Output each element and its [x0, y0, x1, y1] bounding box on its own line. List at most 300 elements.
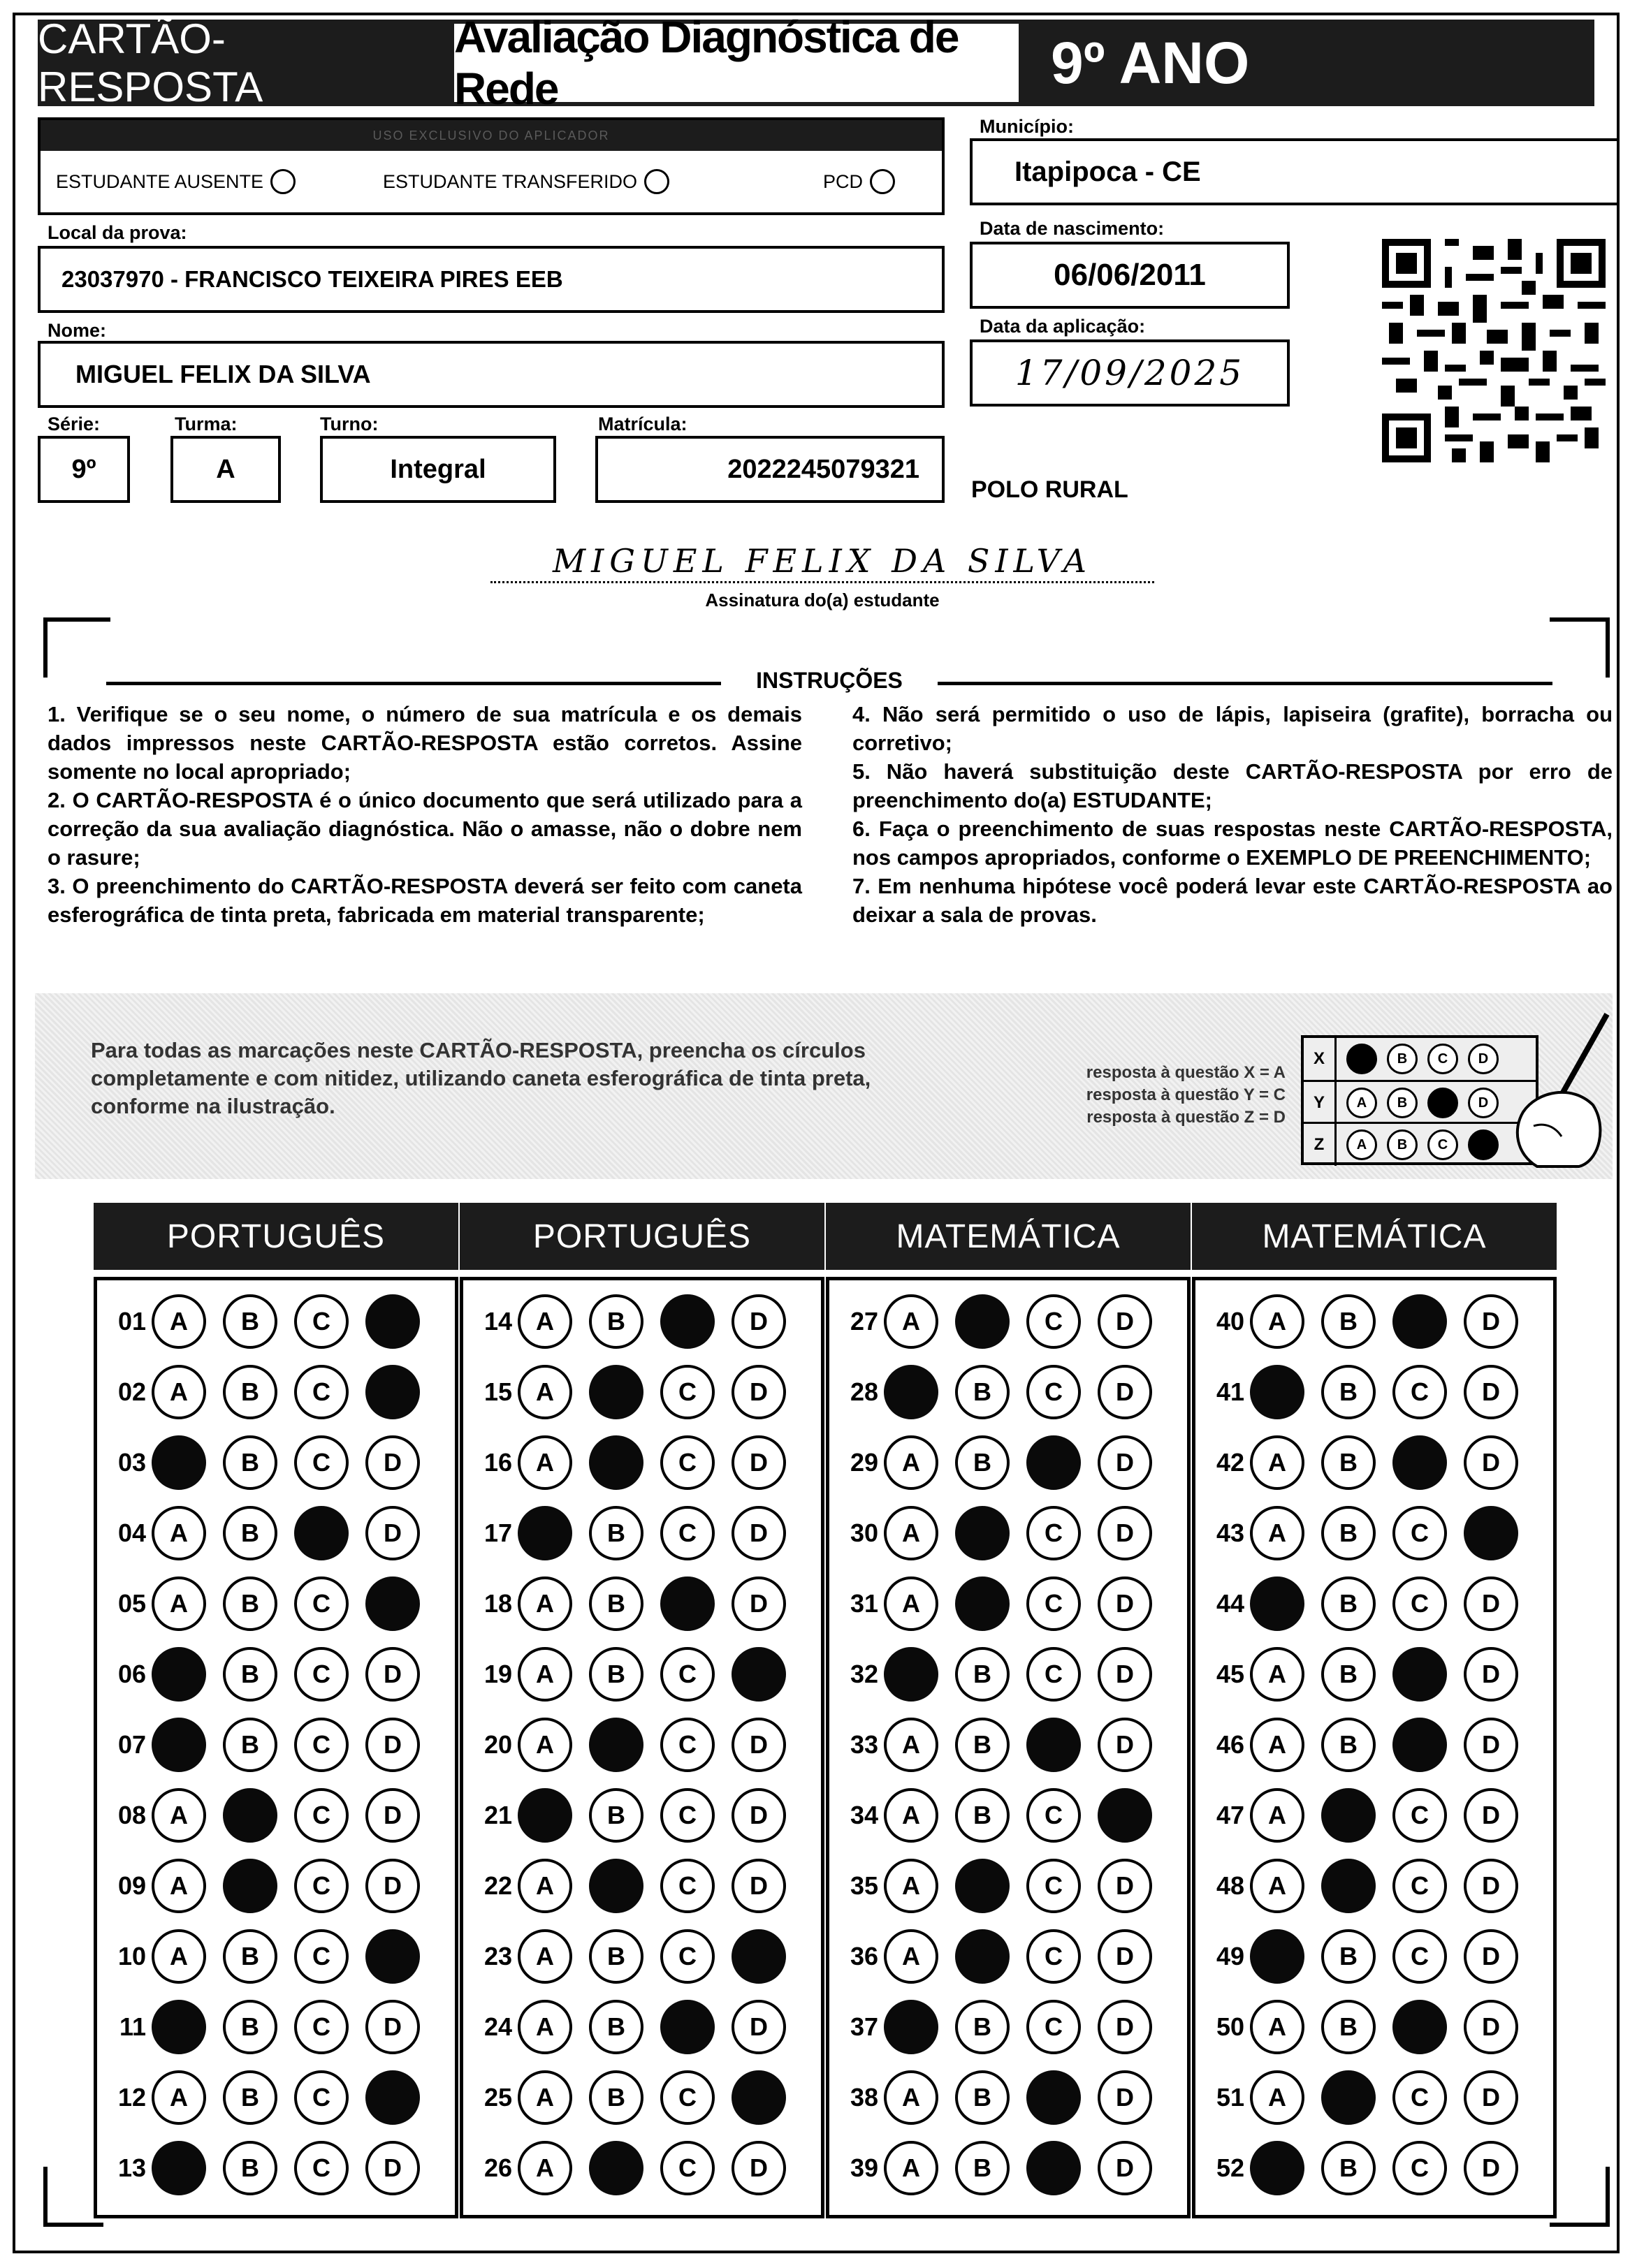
- question-row-37: [839, 1996, 1152, 2058]
- answer-bubble-16-c[interactable]: C: [660, 1435, 715, 1490]
- answer-bubble-02-c[interactable]: C: [294, 1365, 349, 1419]
- answer-bubble-18-b[interactable]: B: [589, 1576, 643, 1631]
- answer-bubble-23-d[interactable]: [732, 1929, 786, 1984]
- answer-bubble-17-a[interactable]: [518, 1506, 572, 1560]
- answer-bubble-28-c[interactable]: C: [1026, 1365, 1081, 1419]
- question-row-40: [1205, 1290, 1518, 1353]
- aplicacao-label: Data da aplicação:: [980, 316, 1146, 337]
- question-row-15: [473, 1361, 786, 1424]
- question-row-09: [107, 1854, 420, 1917]
- answer-bubble-51-a[interactable]: A: [1250, 2070, 1304, 2125]
- answer-bubble-06-b[interactable]: B: [223, 1647, 277, 1702]
- turma-label: Turma:: [175, 414, 238, 434]
- answer-bubble-01-a[interactable]: A: [152, 1294, 206, 1349]
- answer-bubble-25-c[interactable]: C: [660, 2070, 715, 2125]
- answer-bubble-21-d[interactable]: D: [732, 1788, 786, 1843]
- answer-bubble-47-c[interactable]: C: [1392, 1788, 1447, 1843]
- answer-bubble-36-d[interactable]: D: [1098, 1929, 1152, 1984]
- example-legend-z: resposta à questão Z = D: [1086, 1108, 1286, 1127]
- instruction-1: 1. Verifique se o seu nome, o número de sua matrícula e os demais dados impressos neste CARTÃO-RESPOSTA estão corretos. Assine somente no local apropriado;: [48, 702, 802, 784]
- answer-bubble-48-b[interactable]: [1321, 1859, 1376, 1913]
- answer-bubble-38-c[interactable]: [1026, 2070, 1081, 2125]
- answer-bubble-44-d[interactable]: D: [1464, 1576, 1518, 1631]
- answer-bubble-36-c[interactable]: C: [1026, 1929, 1081, 1984]
- answer-bubble-25-b[interactable]: B: [589, 2070, 643, 2125]
- answer-bubble-21-a[interactable]: [518, 1788, 572, 1843]
- answer-bubble-22-d[interactable]: D: [732, 1859, 786, 1913]
- answer-bubble-11-b[interactable]: B: [223, 2000, 277, 2054]
- answer-bubble-41-a[interactable]: [1250, 1365, 1304, 1419]
- polo-text: POLO RURAL: [971, 476, 1128, 503]
- answer-bubble-37-c[interactable]: C: [1026, 2000, 1081, 2054]
- question-row-01: [107, 1290, 420, 1353]
- question-row-46: [1205, 1713, 1518, 1776]
- absent-checkbox[interactable]: [270, 169, 296, 194]
- answer-bubble-47-a[interactable]: A: [1250, 1788, 1304, 1843]
- question-row-47: [1205, 1784, 1518, 1847]
- answer-bubble-30-c[interactable]: C: [1026, 1506, 1081, 1560]
- answer-bubble-47-b[interactable]: [1321, 1788, 1376, 1843]
- answer-bubble-52-c[interactable]: C: [1392, 2141, 1447, 2195]
- question-number: 22: [483, 1871, 512, 1900]
- answer-bubble-06-c[interactable]: C: [294, 1647, 349, 1702]
- answer-bubble-11-c[interactable]: C: [294, 2000, 349, 2054]
- question-number: 23: [483, 1942, 512, 1970]
- frame-corner-bottom-left: [43, 2167, 103, 2227]
- answer-bubble-07-b[interactable]: B: [223, 1718, 277, 1772]
- answer-bubble-27-c[interactable]: C: [1026, 1294, 1081, 1349]
- answer-bubble-50-a[interactable]: A: [1250, 2000, 1304, 2054]
- answer-bubble-26-c[interactable]: C: [660, 2141, 715, 2195]
- absent-label: ESTUDANTE AUSENTE: [56, 170, 264, 192]
- question-number: 40: [1216, 1307, 1244, 1336]
- question-row-21: [473, 1784, 786, 1847]
- answer-bubble-17-d[interactable]: D: [732, 1506, 786, 1560]
- question-number: 32: [850, 1660, 878, 1688]
- answer-bubble-25-d[interactable]: [732, 2070, 786, 2125]
- answer-bubble-46-b[interactable]: B: [1321, 1718, 1376, 1772]
- answer-bubble-23-a[interactable]: A: [518, 1929, 572, 1984]
- answer-bubble-02-d[interactable]: [365, 1365, 420, 1419]
- answer-bubble-16-b[interactable]: [589, 1435, 643, 1490]
- answer-bubble-15-c[interactable]: C: [660, 1365, 715, 1419]
- question-number: 34: [850, 1801, 878, 1829]
- signature[interactable]: MIGUEL FELIX DA SILVA: [553, 542, 1092, 580]
- answer-bubble-40-d[interactable]: D: [1464, 1294, 1518, 1349]
- answer-bubble-20-b[interactable]: [589, 1718, 643, 1772]
- answer-bubble-38-a[interactable]: A: [884, 2070, 938, 2125]
- answer-bubble-05-a[interactable]: A: [152, 1576, 206, 1631]
- answer-bubble-15-d[interactable]: D: [732, 1365, 786, 1419]
- answer-bubble-28-a[interactable]: [884, 1365, 938, 1419]
- answer-bubble-20-a[interactable]: A: [518, 1718, 572, 1772]
- answer-bubble-14-c[interactable]: [660, 1294, 715, 1349]
- answer-bubble-17-b[interactable]: B: [589, 1506, 643, 1560]
- answer-bubble-18-c[interactable]: [660, 1576, 715, 1631]
- answer-bubble-39-d[interactable]: D: [1098, 2141, 1152, 2195]
- answer-bubble-18-a[interactable]: A: [518, 1576, 572, 1631]
- question-row-35: [839, 1854, 1152, 1917]
- example-bubble: B: [1387, 1129, 1418, 1160]
- answer-bubble-30-d[interactable]: D: [1098, 1506, 1152, 1560]
- answer-bubble-14-a[interactable]: A: [518, 1294, 572, 1349]
- answer-bubble-14-d[interactable]: D: [732, 1294, 786, 1349]
- answer-bubble-33-c[interactable]: [1026, 1718, 1081, 1772]
- answer-bubble-14-b[interactable]: B: [589, 1294, 643, 1349]
- answer-bubble-52-a[interactable]: [1250, 2141, 1304, 2195]
- answer-bubble-48-a[interactable]: A: [1250, 1859, 1304, 1913]
- answer-bubble-07-a[interactable]: [152, 1718, 206, 1772]
- question-row-08: [107, 1784, 420, 1847]
- answer-bubble-05-c[interactable]: C: [294, 1576, 349, 1631]
- answer-bubble-09-d[interactable]: D: [365, 1859, 420, 1913]
- answer-bubble-32-a[interactable]: [884, 1647, 938, 1702]
- answer-bubble-43-d[interactable]: [1464, 1506, 1518, 1560]
- answer-bubble-05-b[interactable]: B: [223, 1576, 277, 1631]
- answer-bubble-27-b[interactable]: [955, 1294, 1010, 1349]
- answer-bubble-23-b[interactable]: B: [589, 1929, 643, 1984]
- answer-bubble-46-d[interactable]: D: [1464, 1718, 1518, 1772]
- answer-bubble-23-c[interactable]: C: [660, 1929, 715, 1984]
- question-number: 06: [117, 1660, 146, 1688]
- answer-bubble-42-b[interactable]: B: [1321, 1435, 1376, 1490]
- answer-bubble-49-b[interactable]: B: [1321, 1929, 1376, 1984]
- question-row-31: [839, 1572, 1152, 1635]
- example-legend-y: resposta à questão Y = C: [1086, 1085, 1286, 1104]
- question-number: 52: [1216, 2153, 1244, 2182]
- question-number: 47: [1216, 1801, 1244, 1829]
- answer-bubble-51-b[interactable]: [1321, 2070, 1376, 2125]
- question-row-25: [473, 2066, 786, 2129]
- answer-bubble-10-c[interactable]: C: [294, 1929, 349, 1984]
- answer-bubble-31-b[interactable]: [955, 1576, 1010, 1631]
- answer-bubble-42-c[interactable]: [1392, 1435, 1447, 1490]
- answer-bubble-25-a[interactable]: A: [518, 2070, 572, 2125]
- aplicacao-field[interactable]: [970, 339, 1290, 407]
- question-row-39: [839, 2137, 1152, 2200]
- example-bubble: [1468, 1129, 1499, 1160]
- answer-bubble-13-a[interactable]: [152, 2141, 206, 2195]
- answer-bubble-43-b[interactable]: B: [1321, 1506, 1376, 1560]
- header-left-title: CARTÃO-RESPOSTA: [38, 20, 450, 106]
- matricula-value: 2022245079321: [727, 454, 919, 484]
- question-row-43: [1205, 1502, 1518, 1565]
- answer-bubble-31-d[interactable]: D: [1098, 1576, 1152, 1631]
- answer-bubble-33-b[interactable]: B: [955, 1718, 1010, 1772]
- answer-bubble-44-b[interactable]: B: [1321, 1576, 1376, 1631]
- answer-bubble-19-c[interactable]: C: [660, 1647, 715, 1702]
- question-number: 02: [117, 1377, 146, 1406]
- answer-bubble-20-c[interactable]: C: [660, 1718, 715, 1772]
- question-row-10: [107, 1925, 420, 1988]
- answer-bubble-38-b[interactable]: B: [955, 2070, 1010, 2125]
- question-row-03: [107, 1431, 420, 1494]
- answer-bubble-22-c[interactable]: C: [660, 1859, 715, 1913]
- answer-bubble-17-c[interactable]: C: [660, 1506, 715, 1560]
- answer-bubble-26-d[interactable]: D: [732, 2141, 786, 2195]
- answer-bubble-12-d[interactable]: [365, 2070, 420, 2125]
- answer-bubble-03-a[interactable]: [152, 1435, 206, 1490]
- answer-bubble-29-c[interactable]: [1026, 1435, 1081, 1490]
- answer-bubble-38-d[interactable]: D: [1098, 2070, 1152, 2125]
- answer-bubble-45-d[interactable]: D: [1464, 1647, 1518, 1702]
- header-exam-title: Avaliação Diagnóstica de Rede: [450, 20, 1023, 106]
- answer-bubble-35-c[interactable]: C: [1026, 1859, 1081, 1913]
- question-row-17: [473, 1502, 786, 1565]
- answer-bubble-45-c[interactable]: [1392, 1647, 1447, 1702]
- answer-bubble-22-b[interactable]: [589, 1859, 643, 1913]
- answer-bubble-08-b[interactable]: [223, 1788, 277, 1843]
- answer-bubble-33-d[interactable]: D: [1098, 1718, 1152, 1772]
- answer-bubble-09-a[interactable]: A: [152, 1859, 206, 1913]
- answer-bubble-31-c[interactable]: C: [1026, 1576, 1081, 1631]
- answer-bubble-21-b[interactable]: B: [589, 1788, 643, 1843]
- answer-bubble-09-b[interactable]: [223, 1859, 277, 1913]
- answer-bubble-45-b[interactable]: B: [1321, 1647, 1376, 1702]
- question-row-13: [107, 2137, 420, 2200]
- answer-bubble-35-b[interactable]: [955, 1859, 1010, 1913]
- example-bubble: D: [1468, 1044, 1499, 1074]
- answer-bubble-01-c[interactable]: C: [294, 1294, 349, 1349]
- answer-bubble-12-b[interactable]: B: [223, 2070, 277, 2125]
- answer-bubble-01-d[interactable]: [365, 1294, 420, 1349]
- question-number: 26: [483, 2153, 512, 2182]
- answer-bubble-01-b[interactable]: B: [223, 1294, 277, 1349]
- answer-bubble-15-a[interactable]: A: [518, 1365, 572, 1419]
- answer-bubble-24-d[interactable]: D: [732, 2000, 786, 2054]
- answer-bubble-50-d[interactable]: D: [1464, 2000, 1518, 2054]
- answer-bubble-39-b[interactable]: B: [955, 2141, 1010, 2195]
- answer-bubble-31-a[interactable]: A: [884, 1576, 938, 1631]
- answer-bubble-19-d[interactable]: [732, 1647, 786, 1702]
- serie-value: 9º: [71, 454, 96, 484]
- answer-bubble-41-b[interactable]: B: [1321, 1365, 1376, 1419]
- question-number: 24: [483, 2012, 512, 2041]
- question-number: 41: [1216, 1377, 1244, 1406]
- answer-bubble-16-a[interactable]: A: [518, 1435, 572, 1490]
- pcd-option[interactable]: [823, 169, 895, 194]
- answer-bubble-09-c[interactable]: C: [294, 1859, 349, 1913]
- answer-bubble-24-c[interactable]: [660, 2000, 715, 2054]
- answer-sheet: [13, 13, 1620, 2253]
- answer-bubble-10-d[interactable]: [365, 1929, 420, 1984]
- nome-label: Nome:: [48, 320, 107, 341]
- answer-bubble-08-a[interactable]: A: [152, 1788, 206, 1843]
- answer-bubble-50-b[interactable]: B: [1321, 2000, 1376, 2054]
- answer-bubble-40-b[interactable]: B: [1321, 1294, 1376, 1349]
- question-number: 38: [850, 2083, 878, 2112]
- answer-bubble-37-b[interactable]: B: [955, 2000, 1010, 2054]
- question-number: 20: [483, 1730, 512, 1759]
- answer-bubble-04-b[interactable]: B: [223, 1506, 277, 1560]
- answer-bubble-27-d[interactable]: D: [1098, 1294, 1152, 1349]
- answer-bubble-51-c[interactable]: C: [1392, 2070, 1447, 2125]
- answer-bubble-15-b[interactable]: [589, 1365, 643, 1419]
- answer-bubble-10-a[interactable]: A: [152, 1929, 206, 1984]
- answer-bubble-49-a[interactable]: [1250, 1929, 1304, 1984]
- answer-bubble-26-b[interactable]: [589, 2141, 643, 2195]
- answer-bubble-40-a[interactable]: A: [1250, 1294, 1304, 1349]
- answer-bubble-28-b[interactable]: B: [955, 1365, 1010, 1419]
- question-row-49: [1205, 1925, 1518, 1988]
- answer-bubble-22-a[interactable]: A: [518, 1859, 572, 1913]
- answer-bubble-19-a[interactable]: A: [518, 1647, 572, 1702]
- answer-bubble-16-d[interactable]: D: [732, 1435, 786, 1490]
- answer-bubble-42-d[interactable]: D: [1464, 1435, 1518, 1490]
- pcd-label: PCD: [823, 170, 864, 192]
- answer-bubble-28-d[interactable]: D: [1098, 1365, 1152, 1419]
- question-number: 45: [1216, 1660, 1244, 1688]
- answer-bubble-45-a[interactable]: A: [1250, 1647, 1304, 1702]
- question-number: 43: [1216, 1519, 1244, 1547]
- answer-bubble-04-c[interactable]: [294, 1506, 349, 1560]
- answer-bubble-34-a[interactable]: A: [884, 1788, 938, 1843]
- question-number: 17: [483, 1519, 512, 1547]
- answer-bubble-24-a[interactable]: A: [518, 2000, 572, 2054]
- answer-bubble-12-a[interactable]: A: [152, 2070, 206, 2125]
- answer-bubble-13-b[interactable]: B: [223, 2141, 277, 2195]
- answer-bubble-08-c[interactable]: C: [294, 1788, 349, 1843]
- instruction-2: 2. O CARTÃO-RESPOSTA é o único documento que será utilizado para a correção da sua avaliação diagnóstica. Não o amasse, não o dobre nem o rasure;: [48, 788, 802, 870]
- answer-bubble-51-d[interactable]: D: [1464, 2070, 1518, 2125]
- answer-bubble-29-a[interactable]: A: [884, 1435, 938, 1490]
- answer-bubble-33-a[interactable]: A: [884, 1718, 938, 1772]
- answer-bubble-19-b[interactable]: B: [589, 1647, 643, 1702]
- answer-bubble-06-d[interactable]: D: [365, 1647, 420, 1702]
- instructions-title: INSTRUÇÕES: [756, 668, 903, 693]
- question-number: 19: [483, 1660, 512, 1688]
- answer-bubble-46-a[interactable]: A: [1250, 1718, 1304, 1772]
- answer-bubble-34-c[interactable]: C: [1026, 1788, 1081, 1843]
- answer-bubble-52-d[interactable]: D: [1464, 2141, 1518, 2195]
- answer-bubble-49-d[interactable]: D: [1464, 1929, 1518, 1984]
- answer-bubble-34-b[interactable]: B: [955, 1788, 1010, 1843]
- answer-bubble-49-c[interactable]: C: [1392, 1929, 1447, 1984]
- question-number: 10: [117, 1942, 146, 1970]
- answer-bubble-08-d[interactable]: D: [365, 1788, 420, 1843]
- answer-bubble-05-d[interactable]: [365, 1576, 420, 1631]
- answer-bubble-29-b[interactable]: B: [955, 1435, 1010, 1490]
- answer-bubble-13-d[interactable]: D: [365, 2141, 420, 2195]
- answer-bubble-41-d[interactable]: D: [1464, 1365, 1518, 1419]
- answer-bubble-32-c[interactable]: C: [1026, 1647, 1081, 1702]
- answer-bubble-03-d[interactable]: D: [365, 1435, 420, 1490]
- answer-bubble-52-b[interactable]: B: [1321, 2141, 1376, 2195]
- question-number: 09: [117, 1871, 146, 1900]
- answer-column-2: [460, 1277, 824, 2218]
- answer-bubble-21-c[interactable]: C: [660, 1788, 715, 1843]
- answer-bubble-29-d[interactable]: D: [1098, 1435, 1152, 1490]
- answer-bubble-44-a[interactable]: [1250, 1576, 1304, 1631]
- answer-bubble-47-d[interactable]: D: [1464, 1788, 1518, 1843]
- answer-bubble-07-d[interactable]: D: [365, 1718, 420, 1772]
- answer-bubble-04-a[interactable]: A: [152, 1506, 206, 1560]
- question-row-42: [1205, 1431, 1518, 1494]
- answer-bubble-43-c[interactable]: C: [1392, 1506, 1447, 1560]
- answer-bubble-46-c[interactable]: [1392, 1718, 1447, 1772]
- answer-bubble-30-b[interactable]: [955, 1506, 1010, 1560]
- answer-bubble-32-d[interactable]: D: [1098, 1647, 1152, 1702]
- answer-bubble-41-c[interactable]: C: [1392, 1365, 1447, 1419]
- answer-bubble-03-c[interactable]: C: [294, 1435, 349, 1490]
- answer-bubble-07-c[interactable]: C: [294, 1718, 349, 1772]
- answer-bubble-37-a[interactable]: [884, 2000, 938, 2054]
- question-number: 05: [117, 1589, 146, 1618]
- question-number: 49: [1216, 1942, 1244, 1970]
- answer-bubble-04-d[interactable]: D: [365, 1506, 420, 1560]
- answer-bubble-18-d[interactable]: D: [732, 1576, 786, 1631]
- answer-bubble-48-d[interactable]: D: [1464, 1859, 1518, 1913]
- answer-bubble-12-c[interactable]: C: [294, 2070, 349, 2125]
- example-band: [35, 993, 1613, 1179]
- answer-bubble-06-a[interactable]: [152, 1647, 206, 1702]
- question-number: 39: [850, 2153, 878, 2182]
- answer-column-4: [1192, 1277, 1557, 2218]
- answer-bubble-39-a[interactable]: A: [884, 2141, 938, 2195]
- question-number: 35: [850, 1871, 878, 1900]
- answer-bubble-10-b[interactable]: B: [223, 1929, 277, 1984]
- absent-option[interactable]: [56, 169, 296, 194]
- answer-bubble-35-a[interactable]: A: [884, 1859, 938, 1913]
- answer-bubble-30-a[interactable]: A: [884, 1506, 938, 1560]
- example-bubble: B: [1387, 1088, 1418, 1118]
- answer-bubble-26-a[interactable]: A: [518, 2141, 572, 2195]
- answer-bubble-48-c[interactable]: C: [1392, 1859, 1447, 1913]
- answer-bubble-39-c[interactable]: [1026, 2141, 1081, 2195]
- answer-bubble-11-d[interactable]: D: [365, 2000, 420, 2054]
- answer-bubble-02-a[interactable]: A: [152, 1365, 206, 1419]
- question-number: 28: [850, 1377, 878, 1406]
- answer-bubble-24-b[interactable]: B: [589, 2000, 643, 2054]
- answer-bubble-43-a[interactable]: A: [1250, 1506, 1304, 1560]
- example-row-label: Z: [1304, 1124, 1337, 1166]
- aplicacao-value: 17/09/2025: [1014, 353, 1245, 393]
- column-title-portugues-1: PORTUGUÊS: [94, 1203, 458, 1270]
- answer-bubble-32-b[interactable]: B: [955, 1647, 1010, 1702]
- pcd-checkbox[interactable]: [870, 169, 895, 194]
- answer-bubble-50-c[interactable]: [1392, 2000, 1447, 2054]
- transferred-checkbox[interactable]: [644, 169, 669, 194]
- answer-bubble-44-c[interactable]: C: [1392, 1576, 1447, 1631]
- question-number: 46: [1216, 1730, 1244, 1759]
- transferred-option[interactable]: [383, 169, 669, 194]
- answer-bubble-27-a[interactable]: A: [884, 1294, 938, 1349]
- answer-bubble-42-a[interactable]: A: [1250, 1435, 1304, 1490]
- answer-bubble-11-a[interactable]: [152, 2000, 206, 2054]
- answer-bubble-20-d[interactable]: D: [732, 1718, 786, 1772]
- question-number: 03: [117, 1448, 146, 1477]
- answer-bubble-40-c[interactable]: [1392, 1294, 1447, 1349]
- example-bubble: D: [1468, 1088, 1499, 1118]
- answer-bubble-03-b[interactable]: B: [223, 1435, 277, 1490]
- transferred-label: ESTUDANTE TRANSFERIDO: [383, 170, 638, 192]
- question-number: 31: [850, 1589, 878, 1618]
- answer-bubble-13-c[interactable]: C: [294, 2141, 349, 2195]
- answer-bubble-35-d[interactable]: D: [1098, 1859, 1152, 1913]
- answer-bubble-36-a[interactable]: A: [884, 1929, 938, 1984]
- frame-corner-top-left: [43, 617, 110, 678]
- answer-bubble-36-b[interactable]: [955, 1929, 1010, 1984]
- question-number: 01: [117, 1307, 146, 1336]
- question-number: 27: [850, 1307, 878, 1336]
- answer-bubble-34-d[interactable]: [1098, 1788, 1152, 1843]
- answer-bubble-02-b[interactable]: B: [223, 1365, 277, 1419]
- question-number: 21: [483, 1801, 512, 1829]
- answer-bubble-37-d[interactable]: D: [1098, 2000, 1152, 2054]
- turma-value: A: [216, 454, 235, 484]
- instruction-3: 3. O preenchimento do CARTÃO-RESPOSTA deverá ser feito com caneta esferográfica de tinta preta, fabricada em material transparente;: [48, 874, 802, 927]
- frame-corner-top-right: [1550, 617, 1610, 678]
